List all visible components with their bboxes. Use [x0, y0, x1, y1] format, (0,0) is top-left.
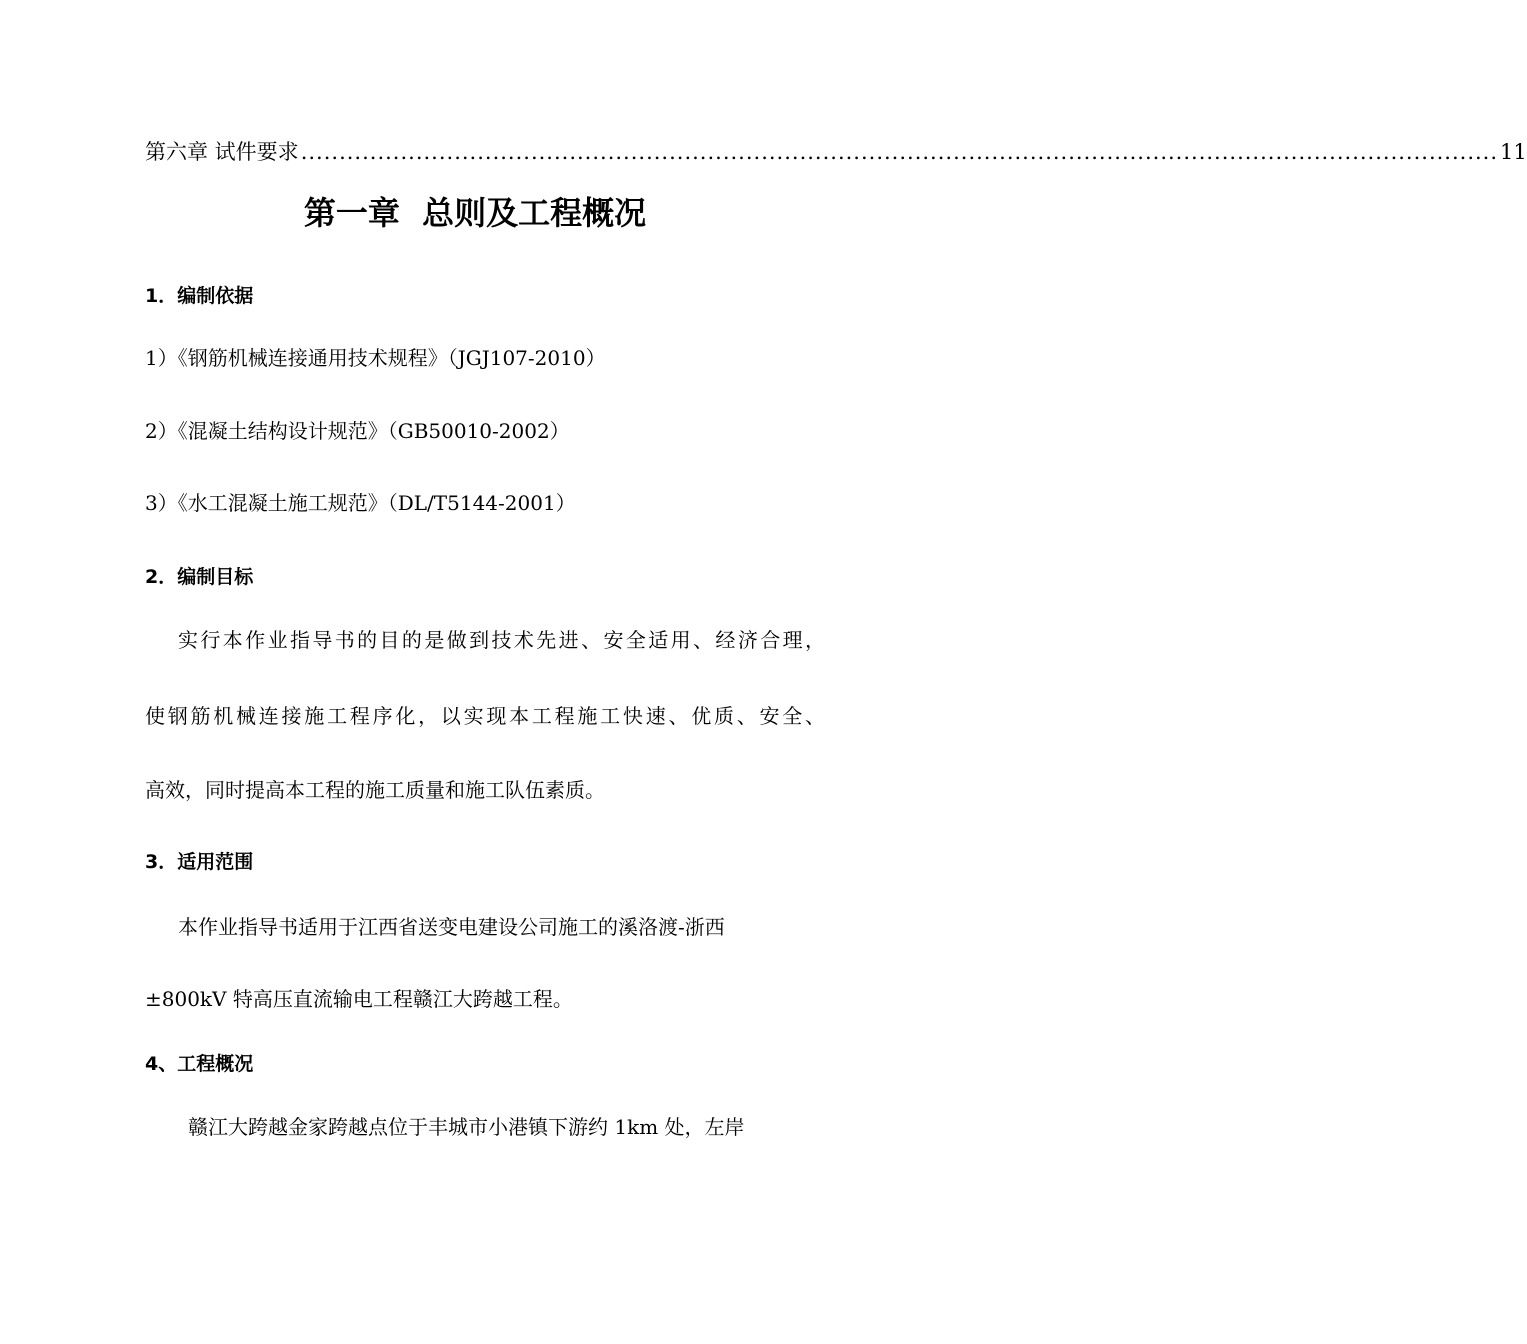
paragraph-line: 高效，同时提高本工程的施工质量和施工队伍素质。 — [145, 778, 605, 802]
toc-entry-chapter-6[interactable] — [145, 136, 1527, 168]
chapter-title: 第一章 总则及工程概况 — [303, 194, 647, 232]
paragraph-line: 赣江大跨越金家跨越点位于丰城市小港镇下游约 1km 处，左岸 — [188, 1115, 745, 1139]
reference-item: 2）《混凝土结构设计规范》（GB50010-2002） — [145, 419, 570, 443]
toc-page-number: 11 — [1500, 140, 1527, 164]
reference-item: 3）《水工混凝土施工规范》（DL/T5144-2001） — [145, 491, 576, 515]
paragraph-line: ±800kV 特高压直流输电工程赣江大跨越工程。 — [145, 987, 573, 1011]
section-heading-basis: 1．编制依据 — [145, 285, 254, 307]
toc-entry-label: 第六章 试件要求 — [145, 140, 299, 164]
toc-leader-dots: ............................................................................................................................................................ — [300, 140, 1499, 164]
section-heading-overview: 4、工程概况 — [145, 1053, 254, 1075]
reference-item: 1）《钢筋机械连接通用技术规程》（JGJ107-2010） — [145, 346, 606, 370]
paragraph-line: 本作业指导书适用于江西省送变电建设公司施工的溪洛渡-浙西 — [178, 915, 725, 939]
section-heading-objective: 2．编制目标 — [145, 566, 254, 588]
paragraph-line: 实行本作业指导书的目的是做到技术先进、安全适用、经济合理， — [178, 628, 825, 652]
paragraph-line: 使钢筋机械连接施工程序化，以实现本工程施工快速、优质、安全、 — [145, 704, 825, 728]
section-heading-scope: 3．适用范围 — [145, 851, 254, 873]
